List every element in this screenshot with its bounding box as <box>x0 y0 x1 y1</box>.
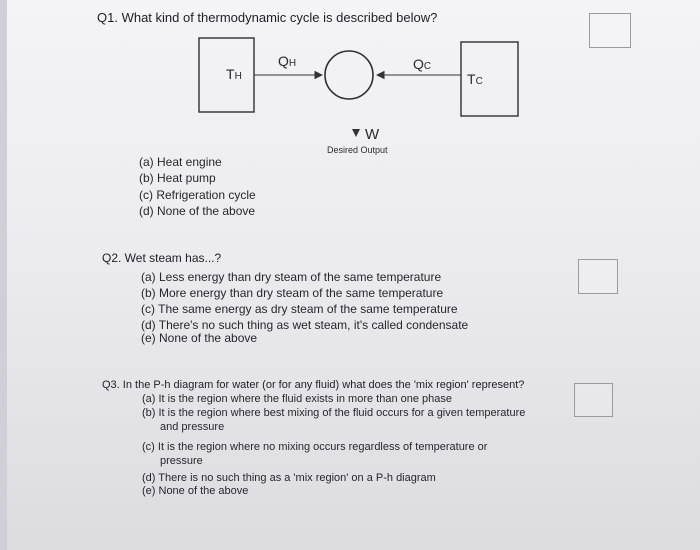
hot-reservoir-label <box>226 66 242 82</box>
q3-option-c[interactable]: (c) It is the region where no mixing occurs regardless of temperature or <box>142 441 488 453</box>
q1-option-c[interactable]: (c) Refrigeration cycle <box>139 188 256 202</box>
q3-option-d[interactable]: (d) There is no such thing as a 'mix region' on a P-h diagram <box>142 472 436 484</box>
q3-option-a[interactable]: (a) It is the region where the fluid exists in more than one phase <box>142 393 453 405</box>
heat-in-label <box>278 53 296 69</box>
t-h-subscript: H <box>234 71 242 82</box>
work-arrow-head <box>352 129 360 137</box>
q1-option-a[interactable]: (a) Heat engine <box>139 155 222 169</box>
work-label: W <box>365 126 380 143</box>
question-1-title: Q1. What kind of thermodynamic cycle is described below? <box>97 10 438 25</box>
question-3-title: Q3. In the P-h diagram for water (or for any fluid) what does the 'mix region' represent? <box>102 379 525 391</box>
cycle-circle <box>325 51 373 99</box>
t-h-symbol: T <box>226 66 235 82</box>
q2-option-b[interactable]: (b) More energy than dry steam of the same temperature <box>141 286 444 300</box>
desired-output-caption: Desired Output <box>327 145 388 155</box>
q3-option-b[interactable]: (b) It is the region where best mixing of the fluid occurs for a given temperature <box>142 407 526 419</box>
q1-option-d[interactable]: (d) None of the above <box>139 204 256 218</box>
q-c-subscript: C <box>423 61 432 72</box>
t-c-subscript: C <box>475 76 483 87</box>
q2-option-c[interactable]: (c) The same energy as dry steam of the same temperature <box>141 302 458 316</box>
q2-option-d[interactable]: (d) There's no such thing as wet steam, it's called condensate <box>141 318 469 332</box>
q-h-symbol: Q <box>278 53 289 69</box>
answer-box-q2[interactable] <box>578 259 618 294</box>
q3-option-e[interactable]: (e) None of the above <box>142 485 249 497</box>
q1-option-b[interactable]: (b) Heat pump <box>139 171 216 185</box>
answer-box-q3[interactable] <box>574 383 613 417</box>
q2-option-a[interactable]: (a) Less energy than dry steam of the same temperature <box>141 270 442 284</box>
q3-option-c-continued: pressure <box>160 455 203 467</box>
t-c-symbol: T <box>467 71 476 87</box>
q-h-subscript: H <box>288 58 297 69</box>
question-2-title: Q2. Wet steam has...? <box>102 251 222 265</box>
cold-reservoir-label <box>467 71 483 87</box>
q2-option-e[interactable]: (e) None of the above <box>141 331 258 345</box>
q3-option-b-continued: and pressure <box>160 421 225 433</box>
q-c-symbol: Q <box>413 56 424 72</box>
heat-out-label <box>413 56 431 72</box>
